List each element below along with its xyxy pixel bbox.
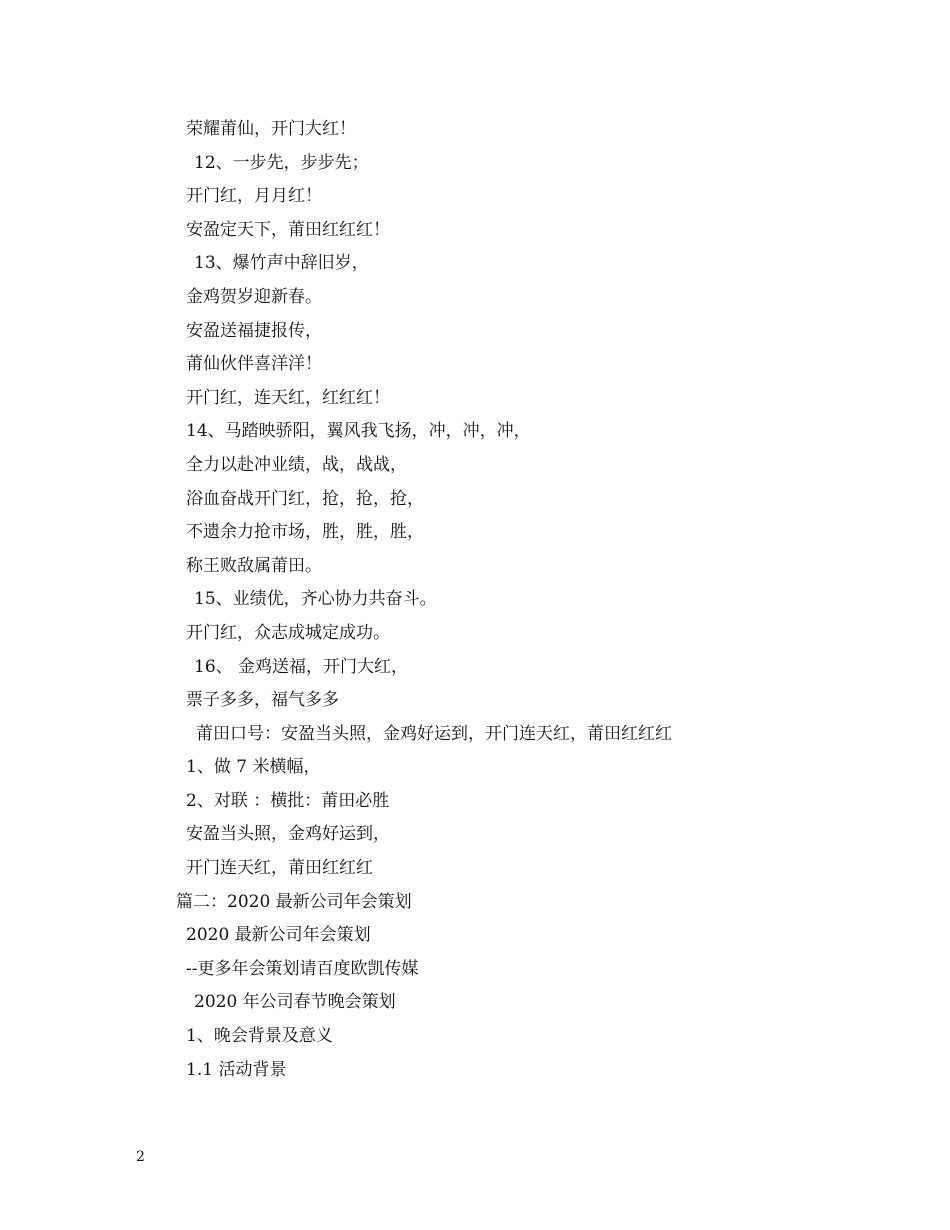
text-line: 13、爆竹声中辞旧岁， <box>194 253 369 274</box>
text-line: 1、做 7 米横幅， <box>186 757 321 778</box>
text-line: --更多年会策划请百度欧凯传媒 <box>186 958 419 979</box>
text-line: 金鸡贺岁迎新春。 <box>186 286 322 307</box>
text-line: 安盈当头照，金鸡好运到， <box>186 824 390 845</box>
text-line: 安盈定天下，莆田红红红！ <box>186 219 390 240</box>
section-heading: 篇二：2020 最新公司年会策划 <box>176 891 412 912</box>
text-line: 莆仙伙伴喜洋洋！ <box>186 354 322 375</box>
text-line: 1、晚会背景及意义 <box>186 1026 333 1047</box>
document-body <box>0 113 950 1087</box>
text-line: 14、马踏映骄阳，翼风我飞扬，冲，冲，冲， <box>186 421 531 442</box>
text-line: 荣耀莆仙，开门大红！ <box>186 119 356 139</box>
text-line: 12、一步先，步步先； <box>194 152 369 173</box>
text-line: 浴血奋战开门红，抢，抢，抢， <box>186 488 424 509</box>
text-line: 2、对联 ：横批：莆田必胜 <box>186 790 390 811</box>
text-line: 开门连天红，莆田红红红 <box>186 858 373 879</box>
text-line: 不遗余力抢市场，胜，胜，胜， <box>186 522 424 543</box>
text-line: 开门红，众志成城定成功。 <box>186 622 390 643</box>
text-line: 2020 最新公司年会策划 <box>186 925 371 946</box>
text-line: 莆田口号：安盈当头照，金鸡好运到，开门连天红，莆田红红红 <box>196 723 672 744</box>
text-line: 安盈送福捷报传， <box>186 320 322 341</box>
text-line: 称王败敌属莆田。 <box>186 555 322 576</box>
text-line: 15、业绩优，齐心协力共奋斗。 <box>194 589 437 610</box>
text-line: 票子多多，福气多多 <box>186 690 339 711</box>
text-line: 全力以赴冲业绩，战，战战， <box>186 454 407 475</box>
text-line: 开门红，月月红！ <box>186 186 322 207</box>
text-line: 16、 金鸡送福，开门大红， <box>194 656 409 677</box>
text-line: 1.1 活动背景 <box>186 1059 287 1080</box>
text-line: 开门红，连天红，红红红！ <box>186 387 390 408</box>
page-number: 2 <box>136 1149 145 1165</box>
text-line: 2020 年公司春节晚会策划 <box>194 992 396 1013</box>
